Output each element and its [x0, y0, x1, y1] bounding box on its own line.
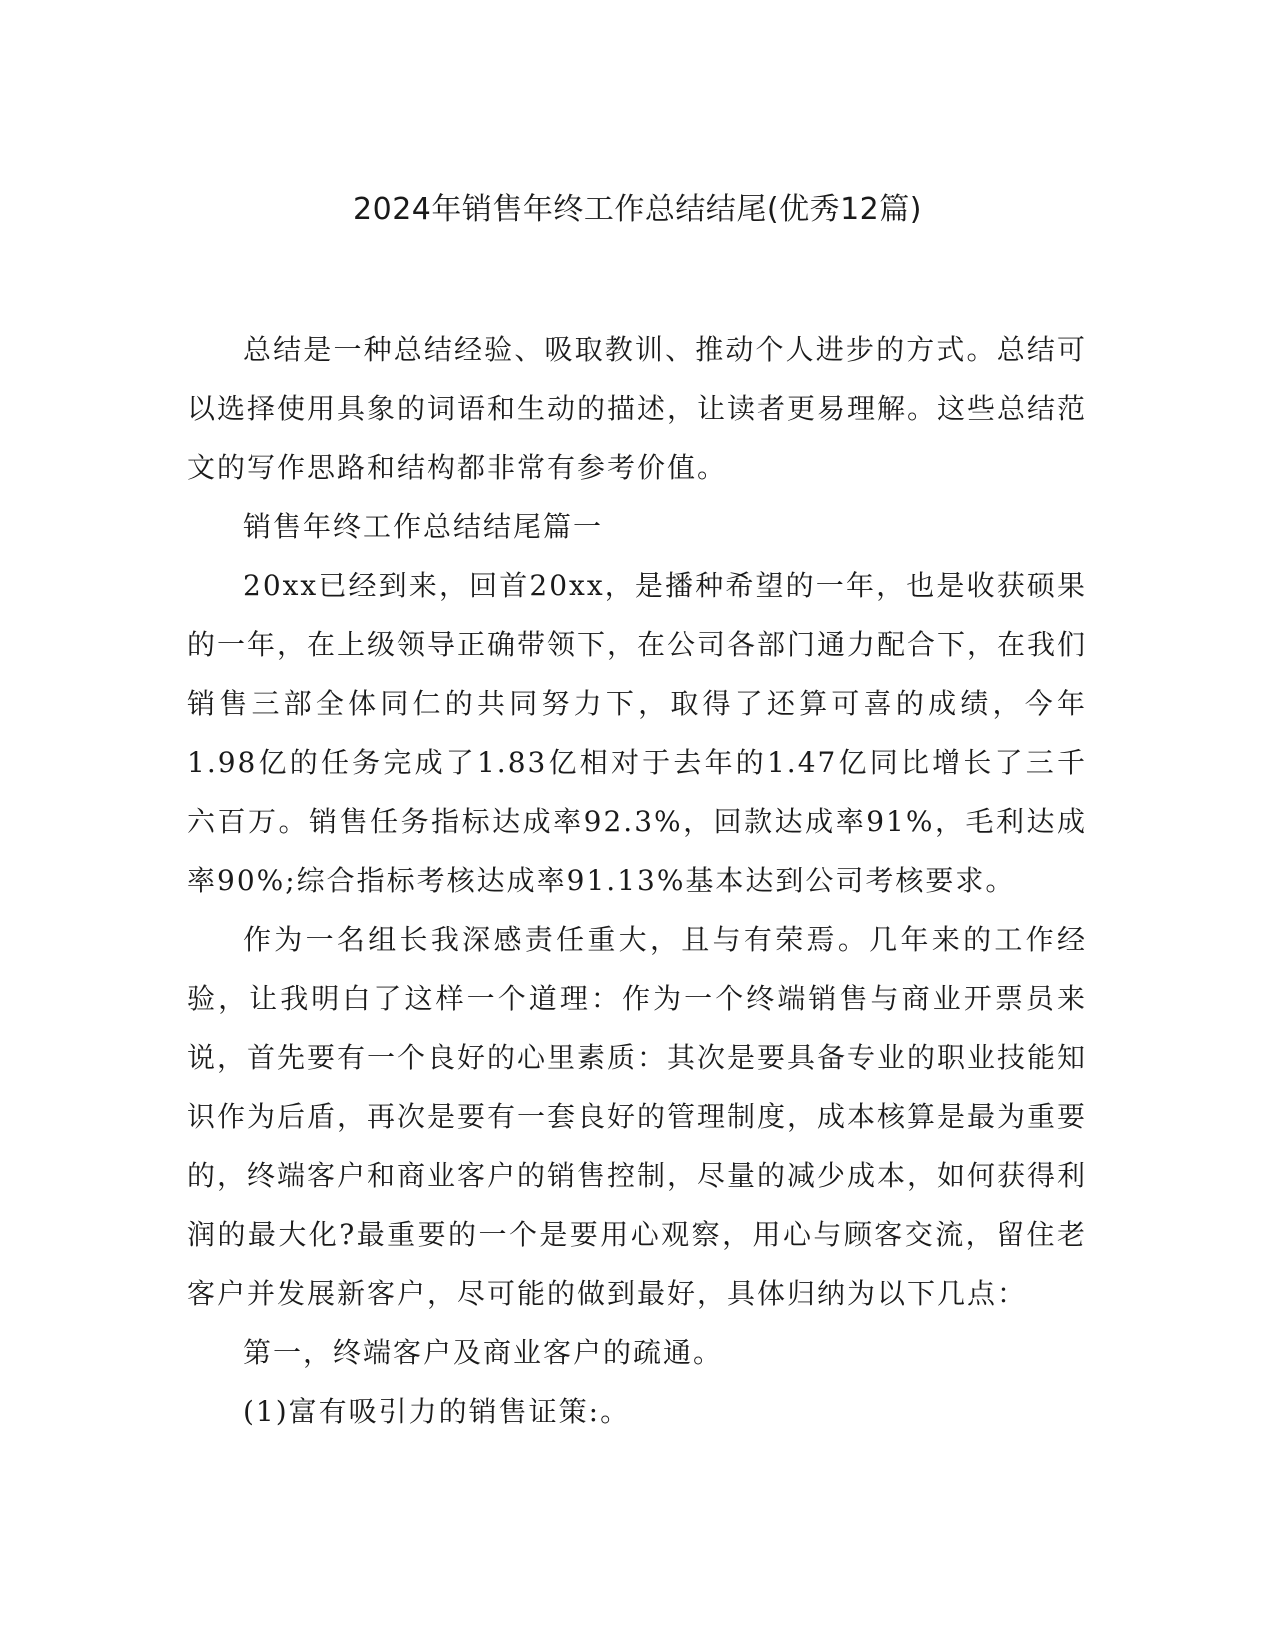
body-paragraph: 20xx已经到来，回首20xx，是播种希望的一年，也是收获硕果的一年，在上级领导正确带领下，在公司各部门通力配合下，在我们销售三部全体同仁的共同努力下，取得了还算可喜的成绩，今年1.98亿的任务完成了1.83亿相对于去年的1.47亿同比增长了三千六百万。销售任务指标达成率92.3%，回款达成率91%，毛利达成率90%;综合指标考核达成率91.13%基本达到公司考核要求。	[187, 569, 1088, 897]
subsection-heading: 第一，终端客户及商业客户的疏通。	[243, 1336, 724, 1369]
document-title: 2024年销售年终工作总结结尾(优秀12篇)	[353, 192, 922, 227]
body-paragraph: 作为一名组长我深感责任重大，且与有荣焉。几年来的工作经验，让我明白了这样一个道理：作为一个终端销售与商业开票员来说，首先要有一个良好的心里素质：其次是要具备专业的职业技能知识作为后盾，再次是要有一套良好的管理制度，成本核算是最为重要的，终端客户和商业客户的销售控制，尽量的减少成本，如何获得利润的最大化?最重要的一个是要用心观察，用心与顾客交流，留住老客户并发展新客户，尽可能的做到最好，具体归纳为以下几点：	[187, 923, 1088, 1310]
section-heading: 销售年终工作总结结尾篇一	[243, 510, 604, 543]
document-body	[187, 320, 1087, 1441]
list-item: (1)富有吸引力的销售证策:。	[243, 1395, 631, 1428]
intro-paragraph: 总结是一种总结经验、吸取教训、推动个人进步的方式。总结可以选择使用具象的词语和生动的描述，让读者更易理解。这些总结范文的写作思路和结构都非常有参考价值。	[187, 333, 1088, 484]
